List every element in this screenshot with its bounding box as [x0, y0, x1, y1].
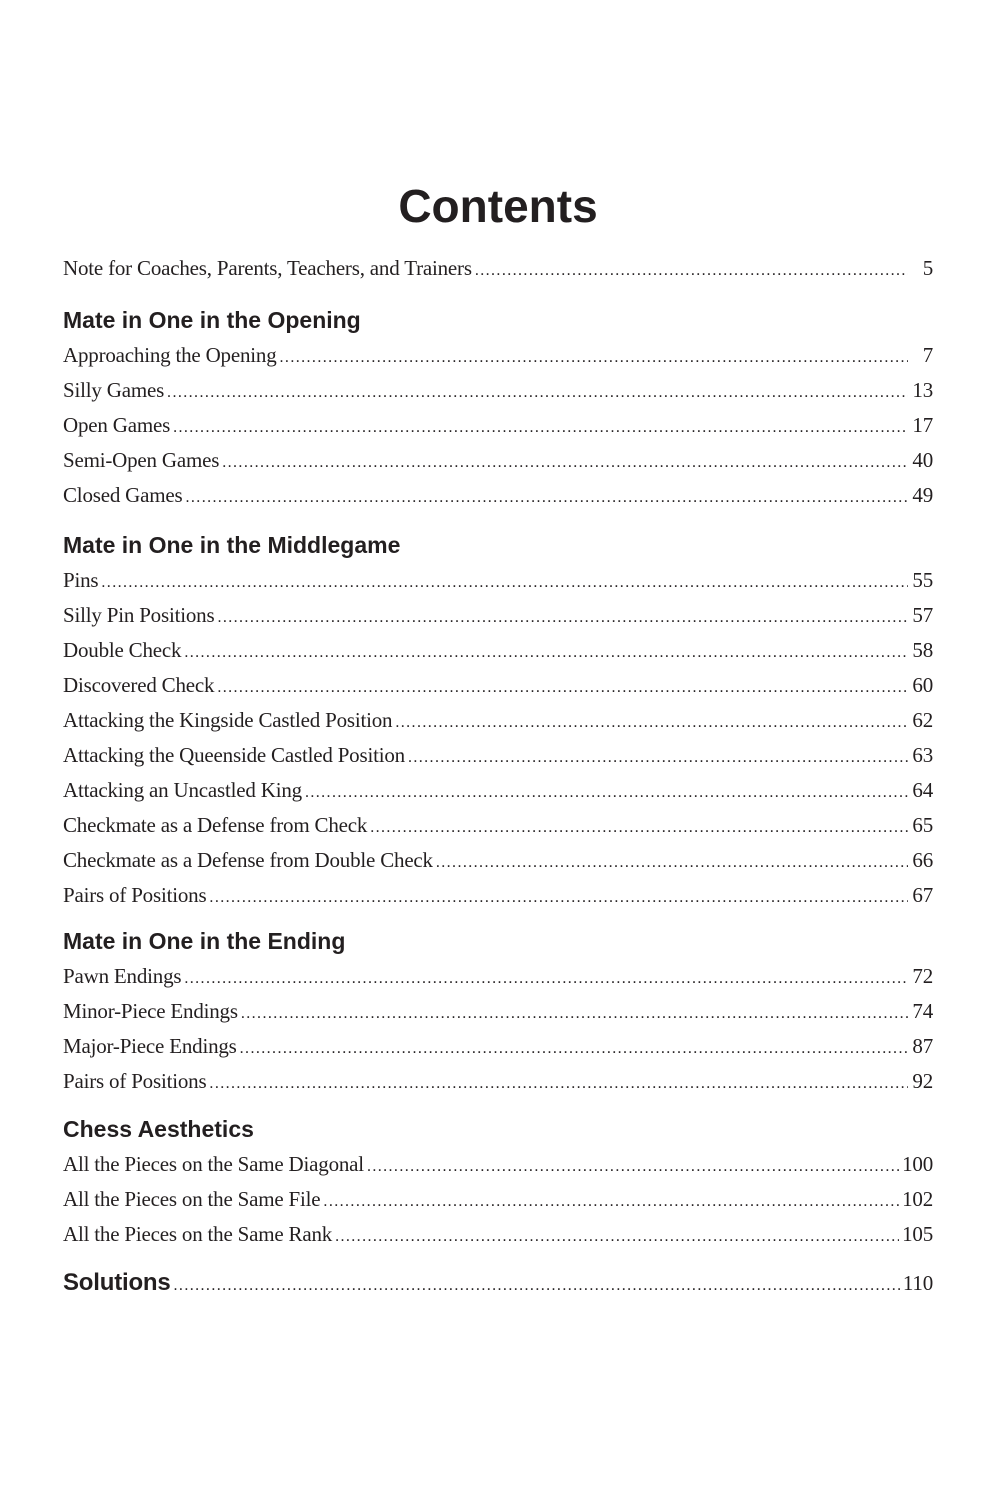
toc-entry-page: 72: [912, 964, 933, 988]
toc-entry-label: All the Pieces on the Same Diagonal: [63, 1152, 364, 1176]
toc-entry-label: All the Pieces on the Same Rank: [63, 1222, 333, 1246]
toc-entry-page: 40: [912, 448, 933, 472]
section-aesthetics: [63, 1111, 933, 1252]
toc-entry[interactable]: [63, 994, 933, 1029]
toc-entry-page: 17: [912, 413, 933, 437]
dot-leader: [184, 961, 908, 996]
dot-leader: [370, 810, 908, 845]
dot-leader: [280, 340, 908, 375]
toc-entry[interactable]: [63, 408, 933, 443]
toc-entry-label: Open Games: [63, 413, 171, 437]
toc-entry[interactable]: [63, 338, 933, 373]
toc-entry-page: 58: [912, 638, 933, 662]
toc-entry-page: 55: [912, 568, 933, 592]
solutions-block: [63, 1265, 933, 1300]
toc-entry-label: Checkmate as a Defense from Check: [63, 813, 368, 837]
dot-leader: [173, 410, 908, 445]
dot-leader: [186, 480, 909, 515]
toc-entry-label: Pawn Endings: [63, 964, 182, 988]
toc-entry-label: Pins: [63, 568, 99, 592]
toc-entry-label: Attacking the Queenside Castled Position: [63, 743, 405, 767]
dot-leader: [217, 670, 908, 705]
toc-entry-page: 102: [902, 1187, 933, 1211]
toc-entry[interactable]: [63, 738, 933, 773]
toc-entry-page: 87: [912, 1034, 933, 1058]
toc-entry-solutions[interactable]: [63, 1265, 933, 1300]
toc-entry-label: Pairs of Positions: [63, 1069, 207, 1093]
toc-entry-label: Attacking the Kingside Castled Position: [63, 708, 393, 732]
toc-entry[interactable]: [63, 1182, 933, 1217]
toc-entry-label: Minor-Piece Endings: [63, 999, 238, 1023]
toc-entry-page: 100: [902, 1152, 933, 1176]
toc-entry[interactable]: [63, 443, 933, 478]
dot-leader: [209, 1066, 908, 1101]
dot-leader: [395, 705, 908, 740]
toc-entry-label: Note for Coaches, Parents, Teachers, and Trainers: [63, 256, 472, 280]
toc-entry-page: 67: [912, 883, 933, 907]
toc-entry-page: 13: [912, 378, 933, 402]
section-heading: Mate in One in the Ending: [63, 928, 346, 954]
solutions-label: Solutions: [63, 1269, 171, 1296]
toc-entry[interactable]: [63, 1147, 933, 1182]
dot-leader: [240, 1031, 908, 1066]
toc-entry[interactable]: [63, 563, 933, 598]
dot-leader: [323, 1184, 899, 1219]
toc-entry-label: All the Pieces on the Same File: [63, 1187, 321, 1211]
toc-entry[interactable]: [63, 1217, 933, 1252]
section-ending: [63, 923, 933, 1099]
toc-entry-page: 62: [912, 708, 933, 732]
toc-entry[interactable]: [63, 808, 933, 843]
toc-entry-label: Major-Piece Endings: [63, 1034, 237, 1058]
toc-entry-label: Discovered Check: [63, 673, 215, 697]
dot-leader: [335, 1219, 899, 1254]
toc-entry-page: 64: [912, 778, 933, 802]
dot-leader: [101, 565, 908, 600]
toc-entry[interactable]: [63, 251, 933, 286]
solutions-page: 110: [902, 1271, 933, 1295]
dot-leader: [167, 375, 908, 410]
section-middlegame: [63, 527, 933, 913]
dot-leader: [241, 996, 908, 1031]
dot-leader: [174, 1268, 900, 1303]
toc-entry[interactable]: [63, 843, 933, 878]
toc-entry-label: Approaching the Opening: [63, 343, 277, 367]
toc-entry-label: Closed Games: [63, 483, 183, 507]
toc-entry[interactable]: [63, 598, 933, 633]
toc-entry-label: Semi-Open Games: [63, 448, 220, 472]
dot-leader: [436, 845, 908, 880]
dot-leader: [367, 1149, 899, 1184]
toc-entry-label: Double Check: [63, 638, 182, 662]
toc-entry-page: 74: [912, 999, 933, 1023]
toc-entry[interactable]: [63, 1029, 933, 1064]
dot-leader: [408, 740, 908, 775]
toc-entry[interactable]: [63, 668, 933, 703]
toc-entry-page: 105: [902, 1222, 933, 1246]
toc-entry[interactable]: [63, 373, 933, 408]
toc-entry-page: 57: [912, 603, 933, 627]
toc-entry-page: 7: [922, 343, 933, 367]
intro-block: [63, 251, 933, 286]
toc-entry[interactable]: [63, 1064, 933, 1099]
section-heading: Mate in One in the Middlegame: [63, 532, 401, 558]
dot-leader: [184, 635, 908, 670]
toc-entry[interactable]: [63, 633, 933, 668]
toc-entry-label: Silly Pin Positions: [63, 603, 215, 627]
toc-entry[interactable]: [63, 878, 933, 913]
toc-entry[interactable]: [63, 703, 933, 738]
toc-entry-label: Attacking an Uncastled King: [63, 778, 302, 802]
toc-entry-label: Pairs of Positions: [63, 883, 207, 907]
dot-leader: [217, 600, 908, 635]
toc-entry[interactable]: [63, 773, 933, 808]
dot-leader: [305, 775, 908, 810]
toc-entry-label: Silly Games: [63, 378, 165, 402]
dot-leader: [475, 253, 908, 288]
toc-entry-label: Checkmate as a Defense from Double Check: [63, 848, 433, 872]
toc-entry-page: 92: [912, 1069, 933, 1093]
toc-entry[interactable]: [63, 478, 933, 513]
toc-entry-page: 5: [922, 256, 933, 280]
toc-entry[interactable]: [63, 959, 933, 994]
section-heading: Mate in One in the Opening: [63, 307, 361, 333]
section-opening: [63, 302, 933, 513]
page-title: Contents: [398, 180, 598, 232]
toc-entry-page: 63: [912, 743, 933, 767]
toc-entry-page: 60: [912, 673, 933, 697]
toc-entry-page: 65: [912, 813, 933, 837]
section-heading: Chess Aesthetics: [63, 1116, 254, 1142]
toc-entry-page: 49: [912, 483, 933, 507]
dot-leader: [222, 445, 908, 480]
toc-entry-page: 66: [912, 848, 933, 872]
dot-leader: [209, 880, 908, 915]
